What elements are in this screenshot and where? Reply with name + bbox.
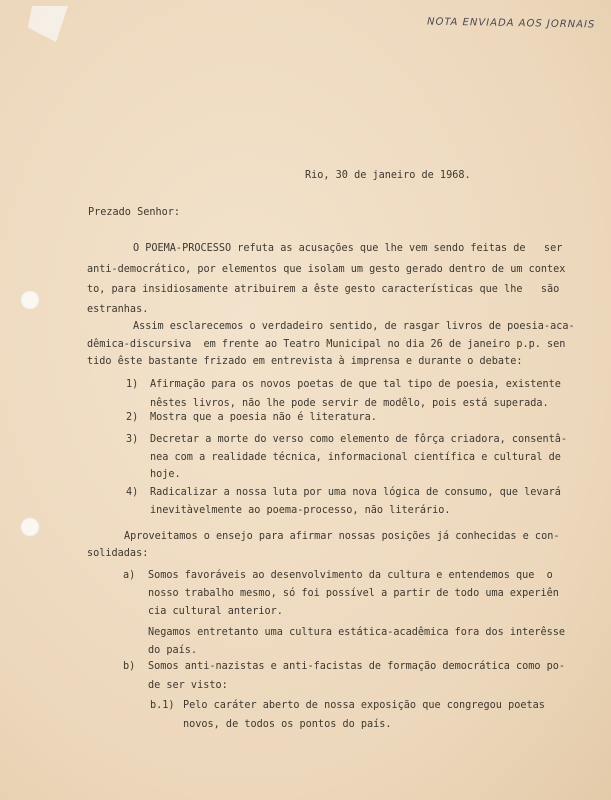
item-number: 2) bbox=[126, 412, 139, 423]
p2-line: Assim esclarecemos o verdadeiro sentido, de rasgar livros de poesia-aca- bbox=[133, 321, 575, 332]
salutation: Prezado Senhor: bbox=[88, 207, 181, 218]
b-label: b) bbox=[123, 661, 136, 672]
p2-line: tido êste bastante frizado em entrevista à imprensa e durante o debate: bbox=[87, 356, 523, 367]
b-line: Somos anti-nazistas e anti-facistas de formação democrática como po- bbox=[148, 661, 566, 672]
item-number: 3) bbox=[126, 434, 139, 445]
item-line: hoje. bbox=[150, 469, 181, 480]
item-line: Afirmação para os novos poetas de que tal tipo de poesia, existente bbox=[150, 379, 561, 390]
torn-corner bbox=[28, 6, 68, 42]
p1-line: estranhas. bbox=[87, 304, 149, 315]
a-line: Somos favoráveis ao desenvolvimento da cultura e entendemos que o bbox=[148, 570, 553, 581]
b1-label: b.1) bbox=[150, 700, 175, 711]
p1-line: O POEMA-PROCESSO refuta as acusações que lhe vem sendo feitas de ser bbox=[133, 243, 563, 254]
punch-hole-bottom bbox=[20, 517, 40, 537]
item-line: nêstes livros, não lhe pode servir de modêlo, pois está superada. bbox=[150, 398, 549, 409]
b1-line: novos, de todos os pontos do país. bbox=[183, 719, 392, 730]
a-line: do país. bbox=[148, 645, 198, 656]
p3-line: solidadas: bbox=[87, 548, 149, 559]
p1-line: to, para insidiosamente atribuirem a êste gesto características que lhe são bbox=[87, 284, 560, 295]
p1-line: anti-democrático, por elementos que isolam um gesto gerado dentro de um contex bbox=[87, 264, 566, 275]
date-line: Rio, 30 de janeiro de 1968. bbox=[305, 170, 471, 181]
item-number: 1) bbox=[126, 379, 139, 390]
item-line: inevitàvelmente ao poema-processo, não literário. bbox=[150, 505, 451, 516]
p3-line: Aproveitamos o ensejo para afirmar nossas posições já conhecidas e con- bbox=[124, 531, 560, 542]
b1-line: Pelo caráter aberto de nossa exposição que congregou poetas bbox=[183, 700, 545, 711]
item-number: 4) bbox=[126, 487, 139, 498]
a-label: a) bbox=[123, 570, 136, 581]
item-line: Mostra que a poesia não é literatura. bbox=[150, 412, 377, 423]
margin-note: NOTA ENVIADA AOS JORNAIS bbox=[426, 16, 596, 31]
item-line: Radicalizar a nossa luta por uma nova lógica de consumo, que levará bbox=[150, 487, 561, 498]
a-line: cia cultural anterior. bbox=[148, 606, 283, 617]
b-line: de ser visto: bbox=[148, 680, 228, 691]
a-line: nosso trabalho mesmo, só foi possível a partir de todo uma experiên bbox=[148, 588, 559, 599]
a-line: Negamos entretanto uma cultura estática-acadêmica fora dos interêsse bbox=[148, 627, 566, 638]
item-line: nea com a realidade técnica, informacional científica e cultural de bbox=[150, 452, 561, 463]
p2-line: dêmica-discursiva em frente ao Teatro Municipal no dia 26 de janeiro p.p. sen bbox=[87, 339, 566, 350]
punch-hole-top bbox=[20, 290, 40, 310]
item-line: Decretar a morte do verso como elemento de fôrça criadora, consentâ- bbox=[150, 434, 568, 445]
